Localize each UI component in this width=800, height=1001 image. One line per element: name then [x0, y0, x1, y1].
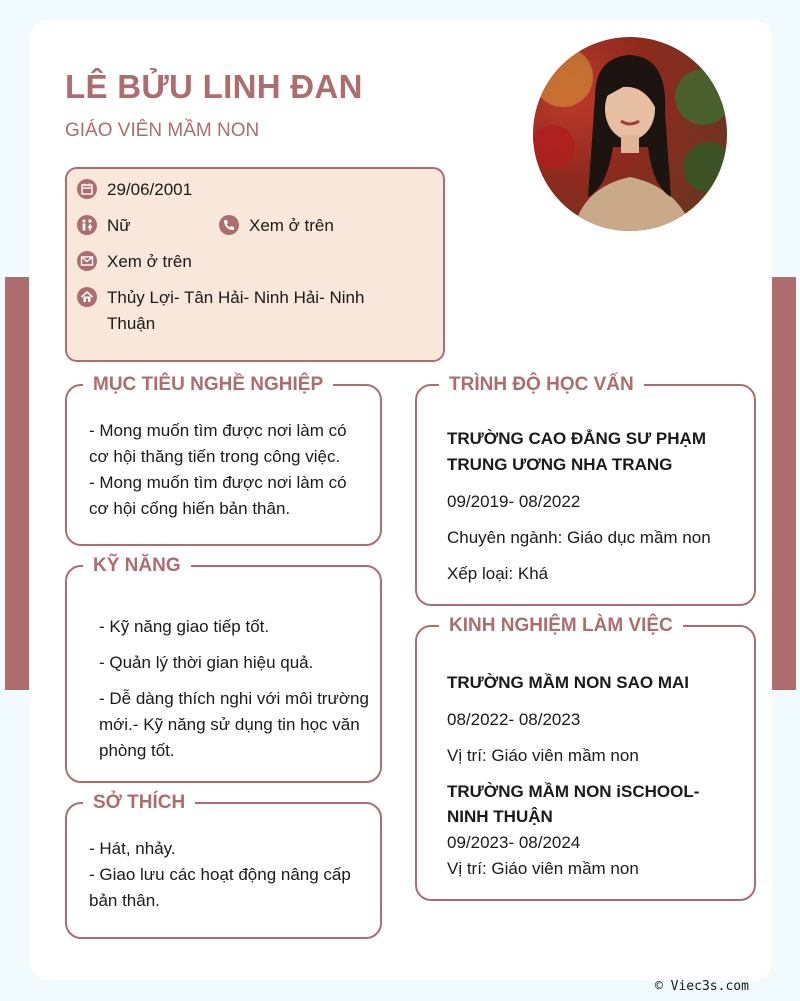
- phone-row: [219, 213, 334, 239]
- education-grade: Xếp loại: Khá: [447, 564, 549, 583]
- job-company-line-2: NINH THUẬN: [447, 807, 553, 826]
- hobby-line: bản thân.: [89, 891, 160, 910]
- objective-line: - Mong muốn tìm được nơi làm có: [89, 473, 347, 492]
- school-name-line-1: TRƯỜNG CAO ĐẲNG SƯ PHẠM: [447, 429, 706, 448]
- birthday-value: 29/06/2001: [107, 180, 193, 199]
- email-row: [77, 249, 192, 275]
- gender-value: Nữ: [107, 216, 131, 235]
- section-title: MỤC TIÊU NGHỀ NGHIỆP: [83, 372, 333, 398]
- education-period: 09/2019- 08/2022: [447, 492, 581, 511]
- job-company: TRƯỜNG MẦM NON iSCHOOL-: [447, 782, 700, 801]
- phone-value: Xem ở trên: [249, 216, 334, 235]
- objective-line: cơ hội cống hiến bản thân.: [89, 499, 291, 518]
- birthday-row: [77, 177, 192, 203]
- home-icon: [77, 287, 97, 307]
- mail-icon: [77, 251, 97, 271]
- section-title: KINH NGHIỆM LÀM VIỆC: [439, 613, 683, 639]
- objective-line: cơ hội thăng tiến trong công việc.: [89, 447, 341, 466]
- copyright-footer: © Viec3s.com: [655, 979, 749, 994]
- job-position: Vị trí: Giáo viên mầm non: [447, 859, 639, 878]
- section-title: SỞ THÍCH: [83, 790, 195, 816]
- skill-item: - Dễ dàng thích nghi với môi trường: [99, 689, 369, 708]
- address-value: [107, 285, 364, 337]
- left-accent-bar: [5, 277, 29, 690]
- address-line-1: Thủy Lợi- Tân Hải- Ninh Hải- Ninh: [107, 288, 365, 307]
- school-name-line-2: TRUNG ƯƠNG NHA TRANG: [447, 455, 673, 474]
- right-accent-bar: [772, 277, 796, 690]
- education-major: Chuyên ngành: Giáo dục mầm non: [447, 528, 711, 547]
- hobby-line: - Hát, nhảy.: [89, 839, 176, 858]
- skill-item: - Kỹ năng giao tiếp tốt.: [99, 617, 270, 636]
- avatar: [533, 37, 727, 231]
- job-title: GIÁO VIÊN MẦM NON: [65, 120, 260, 141]
- section-title: KỸ NĂNG: [83, 553, 191, 579]
- skill-item: - Quản lý thời gian hiệu quả.: [99, 653, 314, 672]
- job-period: 09/2023- 08/2024: [447, 833, 581, 852]
- section-title: TRÌNH ĐỘ HỌC VẤN: [439, 372, 644, 398]
- email-value: Xem ở trên: [107, 252, 192, 271]
- skill-item: phòng tốt.: [99, 741, 175, 760]
- calendar-icon: [77, 179, 97, 199]
- address-row: [77, 285, 407, 337]
- objective-line: - Mong muốn tìm được nơi làm có: [89, 421, 347, 440]
- gender-row: [77, 213, 131, 239]
- gender-icon: [77, 215, 97, 235]
- skill-item: mới.- Kỹ năng sử dụng tin học văn: [99, 715, 360, 734]
- phone-icon: [219, 215, 239, 235]
- hobby-line: - Giao lưu các hoạt động nâng cấp: [89, 865, 351, 884]
- job-company: TRƯỜNG MẦM NON SAO MAI: [447, 673, 690, 692]
- address-line-2: Thuận: [107, 314, 156, 333]
- job-position: Vị trí: Giáo viên mầm non: [447, 746, 639, 765]
- job-period: 08/2022- 08/2023: [447, 710, 581, 729]
- candidate-name: LÊ BỬU LINH ĐAN: [65, 68, 363, 105]
